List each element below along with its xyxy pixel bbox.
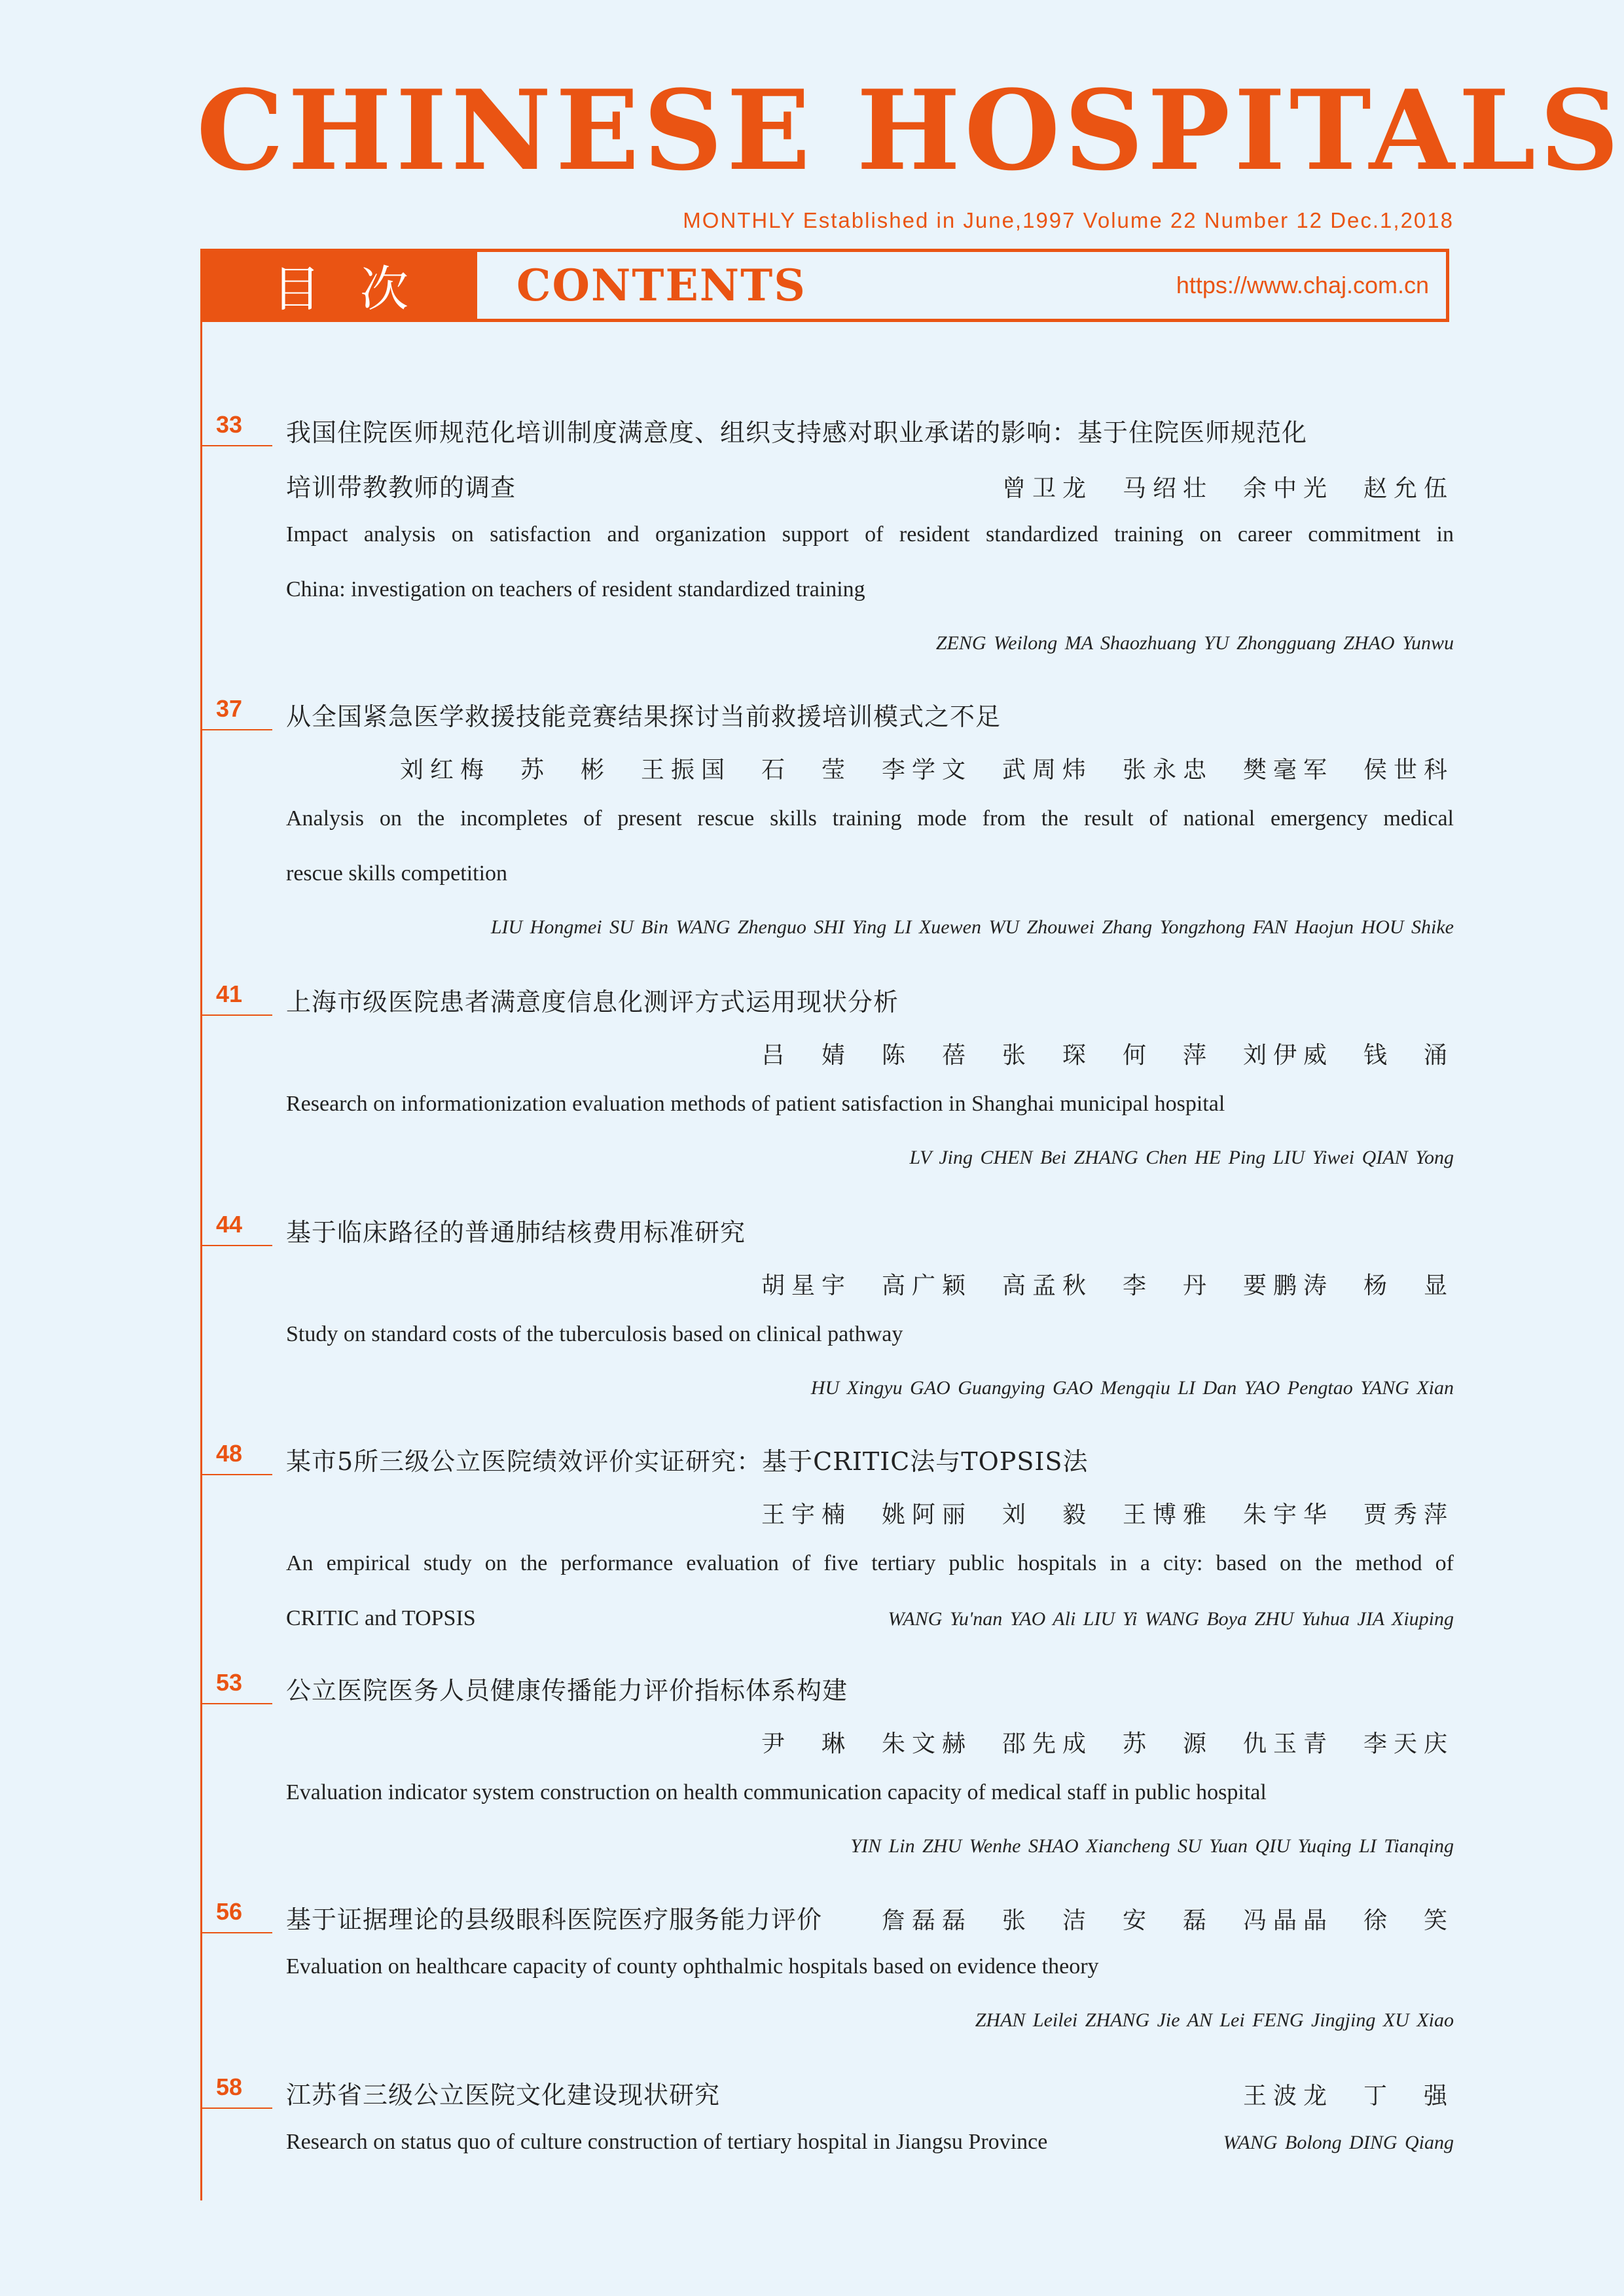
en-authors: ZHAN Leilei ZHANG Jie AN Lei FENG Jingjing XU Xiao — [975, 2009, 1454, 2031]
zh-title: 从全国紧急医学救援技能竞赛结果探讨当前救援培训模式之不足 — [286, 702, 1001, 731]
page-number: 33 — [216, 411, 243, 438]
zh-title-and-authors — [286, 2075, 1454, 2111]
en-title: China: investigation on teachers of resident standardized training — [286, 577, 865, 601]
page-number-rule — [200, 1474, 272, 1475]
page-number: 37 — [216, 695, 243, 722]
page-number-rule — [200, 729, 272, 730]
zh-authors: 王波龙 丁 强 — [1242, 2083, 1454, 2109]
page-number-rule — [200, 2108, 272, 2109]
page-number-rule — [200, 1014, 272, 1016]
en-title: Evaluation indicator system construction on health communication capacity of medical staff in public hospital — [286, 1780, 1267, 1804]
page-number-rule — [200, 445, 272, 446]
zh-authors: 曾卫龙 马绍壮 余中光 赵允伍 — [1001, 475, 1454, 502]
zh-authors: 刘红梅 苏 彬 王振国 石 莹 李学文 武周炜 张永忠 樊毫军 侯世科 — [399, 757, 1454, 783]
zh-authors: 胡星宇 高广颖 高孟秋 李 丹 要鹏涛 杨 显 — [761, 1272, 1454, 1299]
zh-title: 基于证据理论的县级眼科医院医疗服务能力评价 — [286, 1905, 823, 1934]
en-authors: WANG Yu'nan YAO Ali LIU Yi WANG Boya ZHU Yuhua JIA Xiuping — [888, 1608, 1454, 1630]
page-number: 58 — [216, 2073, 243, 2100]
contents-banner-zh: 目次 — [204, 252, 477, 319]
zh-authors: 尹 琳 朱文赫 邵先成 苏 源 仇玉青 李天庆 — [761, 1731, 1454, 1757]
en-title: Analysis on the incompletes of present rescue skills training mode from the result of national emergency medical — [286, 806, 1454, 831]
en-title-and-authors — [286, 2130, 1454, 2155]
en-title: Research on status quo of culture construction of tertiary hospital in Jiangsu Province — [286, 2130, 1048, 2154]
en-title: Impact analysis on satisfaction and organization support of resident standardized training on career commitment in — [286, 522, 1454, 547]
zh-title: 上海市级医院患者满意度信息化测评方式运用现状分析 — [286, 988, 899, 1016]
zh-title: 某市5所三级公立医院绩效评价实证研究：基于CRITIC法与TOPSIS法 — [286, 1447, 1089, 1476]
en-title: Evaluation on healthcare capacity of county ophthalmic hospitals based on evidence theory — [286, 1954, 1099, 1979]
zh-title-and-authors — [286, 1899, 1454, 1935]
journal-url-link[interactable]: https://www.chaj.com.cn — [1176, 272, 1429, 298]
page-number: 48 — [216, 1440, 243, 1467]
en-title: Study on standard costs of the tuberculosis based on clinical pathway — [286, 1322, 903, 1346]
zh-authors: 詹磊磊 张 洁 安 磊 冯晶晶 徐 笑 — [881, 1907, 1454, 1934]
page-number: 53 — [216, 1669, 243, 1696]
page-number-rule — [200, 1932, 272, 1933]
en-authors: ZENG Weilong MA Shaozhuang YU Zhongguang ZHAO Yunwu — [935, 632, 1454, 654]
en-title: CRITIC and TOPSIS — [286, 1606, 476, 1630]
en-authors: LIU Hongmei SU Bin WANG Zhenguo SHI Ying LI Xuewen WU Zhouwei Zhang Yongzhong FAN Haojun HOU Shike — [490, 916, 1454, 938]
en-authors: WANG Bolong DING Qiang — [1223, 2132, 1454, 2153]
contents-banner-en: CONTENTS — [516, 260, 806, 311]
page-number: 56 — [216, 1898, 243, 1925]
page-number-rule — [200, 1245, 272, 1246]
en-authors: YIN Lin ZHU Wenhe SHAO Xiancheng SU Yuan QIU Yuqing LI Tianqing — [850, 1835, 1454, 1857]
page-number: 41 — [216, 980, 243, 1007]
en-title: Research on informationization evaluation methods of patient satisfaction in Shanghai municipal hospital — [286, 1092, 1225, 1116]
zh-authors: 王宇楠 姚阿丽 刘 毅 王博雅 朱宇华 贾秀萍 — [761, 1501, 1454, 1528]
zh-title: 江苏省三级公立医院文化建设现状研究 — [286, 2081, 721, 2109]
left-vertical-rule — [200, 322, 202, 2200]
zh-title-and-authors — [286, 467, 1454, 503]
contents-banner — [200, 249, 1449, 322]
en-title: An empirical study on the performance evaluation of five tertiary public hospitals in a city: based on the method of — [286, 1551, 1454, 1575]
publication-info: MONTHLY Established in June,1997 Volume 22 Number 12 Dec.1,2018 — [683, 208, 1454, 232]
en-title: rescue skills competition — [286, 861, 508, 886]
zh-authors: 吕 婧 陈 蓓 张 琛 何 萍 刘伊威 钱 涌 — [761, 1042, 1454, 1069]
zh-title: 培训带教教师的调查 — [286, 473, 516, 502]
journal-masthead: CHINESE HOSPITALS — [196, 65, 1623, 195]
en-authors: LV Jing CHEN Bei ZHANG Chen HE Ping LIU Yiwei QIAN Yong — [909, 1147, 1454, 1168]
page-number: 44 — [216, 1211, 243, 1238]
en-authors: HU Xingyu GAO Guangying GAO Mengqiu LI Dan YAO Pengtao YANG Xian — [810, 1377, 1454, 1399]
en-title-and-authors — [286, 1606, 1454, 1631]
zh-title: 基于临床路径的普通肺结核费用标准研究 — [286, 1218, 746, 1247]
page-number-rule — [200, 1703, 272, 1704]
zh-title: 我国住院医师规范化培训制度满意度、组织支持感对职业承诺的影响：基于住院医师规范化 — [286, 418, 1308, 447]
zh-title: 公立医院医务人员健康传播能力评价指标体系构建 — [286, 1676, 848, 1705]
